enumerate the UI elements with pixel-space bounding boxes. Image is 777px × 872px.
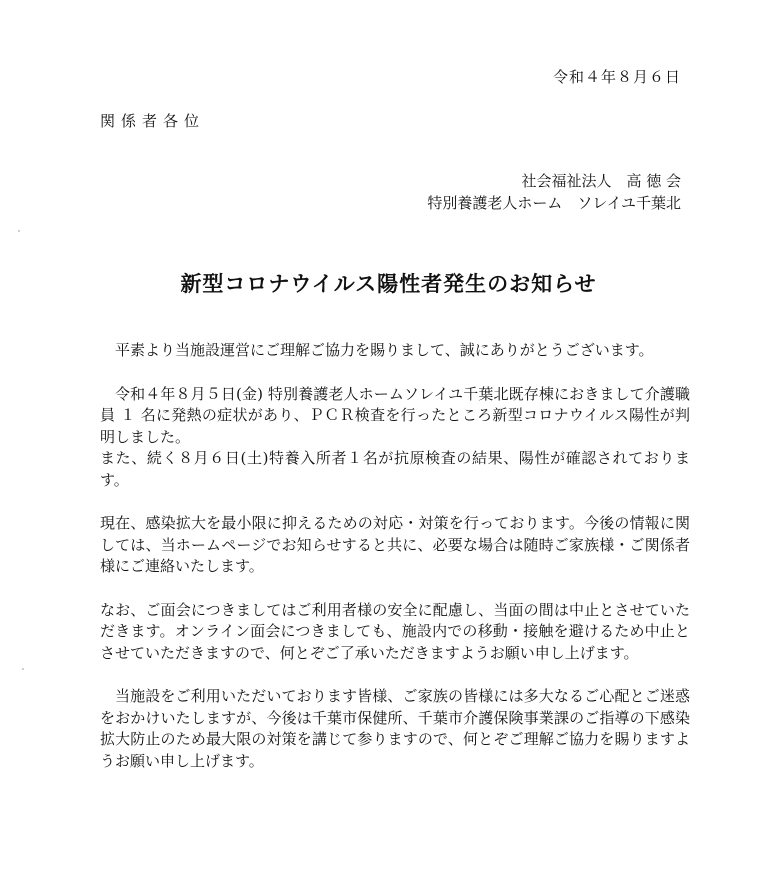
recipient-line: 関係者各位: [100, 112, 206, 130]
notice-date: 令和４年８月６日: [552, 68, 681, 86]
scan-speck: [18, 230, 20, 232]
scan-speck: [22, 668, 24, 670]
report-paragraph: 令和４年８月５日(金) 特別養護老人ホームソレイユ千葉北既存棟におきまして介護職員 １ 名に発熱の症状があり、ＰＣＲ検査を行ったところ新型コロナウイルス陽性が判明しました。: [100, 384, 690, 446]
closing-paragraph: 当施設をご利用いただいております皆様、ご家族の皆様には多大なるご心配とご迷惑をおかけいたしますが、今後は千葉市保健所、千葉市介護保険事業課のご指導の下感染拡大防止のため最大限の対策を講じて参りますので、何とぞご理解ご協力を賜りますようお願い申し上げます。: [100, 687, 690, 770]
sender-organization: 社会福祉法人 高 徳 会: [521, 172, 681, 190]
notice-body: [100, 340, 690, 794]
notice-title: 新型コロナウイルス陽性者発生のお知らせ: [180, 272, 597, 296]
report-followup-paragraph: また、続く８月６日(土)特養入所者１名が抗原検査の結果、陽性が確認されております。: [100, 449, 690, 489]
greeting-paragraph: 平素より当施設運営にご理解ご協力を賜りまして、誠にありがとうございます。: [115, 341, 654, 359]
sender-block: [427, 170, 681, 214]
sender-facility: 特別養護老人ホーム ソレイユ千葉北: [427, 194, 681, 212]
visits-paragraph: なお、ご面会につきましてはご利用者様の安全に配慮し、当面の間は中止とさせていただきます。オンライン面会につきましても、施設内での移動・接触を避けるため中止とさせていただきますので、何とぞご了承いただきますようお願い申し上げます。: [100, 600, 690, 662]
measures-paragraph: 現在、感染拡大を最小限に抑えるための対応・対策を行っております。今後の情報に関しては、当ホームページでお知らせすると共に、必要な場合は随時ご家族様・ご関係者様にご連絡いたします。: [100, 514, 690, 575]
